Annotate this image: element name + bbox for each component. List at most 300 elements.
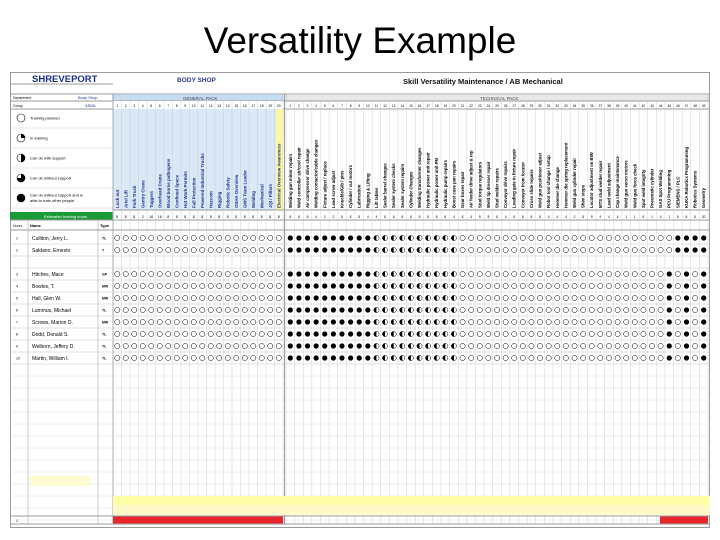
empty-circle-rating <box>546 343 551 348</box>
empty-circle-rating <box>641 343 646 348</box>
full-circle-rating <box>684 271 689 276</box>
pale-yellow-band <box>113 496 710 505</box>
empty-circle-rating <box>563 235 568 240</box>
training-hours-value: 8 <box>582 215 585 219</box>
footer-red-general <box>113 516 283 524</box>
empty-circle-rating <box>512 235 517 240</box>
empty-circle-rating <box>520 319 525 324</box>
empty-circle-rating <box>234 355 239 360</box>
empty-circle-rating <box>692 343 697 348</box>
empty-circle-rating <box>234 247 239 252</box>
empty-circle-rating <box>259 283 264 288</box>
empty-circle-rating <box>503 343 508 348</box>
empty-circle-rating <box>512 355 517 360</box>
training-hours-value: 8 <box>289 215 292 219</box>
full-circle-rating <box>692 235 697 240</box>
empty-circle-rating <box>132 247 137 252</box>
versatility-matrix <box>10 72 710 532</box>
empty-circle-rating <box>598 331 603 336</box>
empty-circle-rating <box>486 283 491 288</box>
full-circle-rating <box>314 235 319 240</box>
technical-skill-header: Sealer system repairs <box>399 163 405 208</box>
empty-circle-rating <box>140 247 145 252</box>
column-number: 2 <box>298 104 300 108</box>
training-hours-value: 8 <box>184 215 187 219</box>
empty-circle-rating <box>486 319 491 324</box>
empty-circle-rating <box>251 283 256 288</box>
full-circle-rating <box>667 343 672 348</box>
empty-circle-rating <box>503 247 508 252</box>
empty-circle-rating <box>563 295 568 300</box>
empty-circle-rating <box>581 295 586 300</box>
empty-circle-rating <box>183 307 188 312</box>
full-circle-rating <box>296 355 301 360</box>
empty-circle-rating <box>123 307 128 312</box>
training-hours-value: 4 <box>599 215 602 219</box>
empty-circle-rating <box>477 271 482 276</box>
training-hours-value: 8 <box>539 215 541 219</box>
empty-circle-rating <box>606 343 611 348</box>
empty-circle-rating <box>598 247 603 252</box>
empty-circle-rating <box>174 307 179 312</box>
empty-circle-rating <box>624 307 629 312</box>
empty-circle-rating <box>174 271 179 276</box>
empty-circle-rating <box>572 343 577 348</box>
full-circle-rating <box>348 307 353 312</box>
empty-circle-rating <box>615 343 620 348</box>
column-number: 9 <box>184 104 187 108</box>
full-circle-rating <box>305 235 310 240</box>
technical-skill-header: Weld controller air/cool repair <box>296 147 302 208</box>
full-circle-rating <box>667 283 672 288</box>
empty-circle-rating <box>649 355 654 360</box>
technical-skill-header: PCU Programming <box>666 169 672 208</box>
empty-circle-rating <box>692 355 697 360</box>
empty-circle-rating <box>140 319 145 324</box>
column-number: 25 <box>495 104 499 108</box>
empty-circle-rating <box>191 247 196 252</box>
slide-title: Versatility Example <box>203 20 517 61</box>
column-number: 8 <box>175 104 178 108</box>
column-number: 20 <box>276 104 281 108</box>
empty-circle-rating <box>520 295 525 300</box>
empty-circle-rating <box>149 307 154 312</box>
full-circle-rating <box>357 307 362 312</box>
column-number: 36 <box>589 104 594 108</box>
full-circle-rating <box>339 343 344 348</box>
column-number: 8 <box>349 104 352 108</box>
technical-skill-header: KUKA Robotics Programming <box>683 147 689 208</box>
empty-circle-rating <box>225 283 230 288</box>
column-number: 11 <box>374 104 379 108</box>
empty-circle-rating <box>624 343 629 348</box>
training-hours-value: 4 <box>315 215 318 219</box>
technical-skill-header: Lubrication <box>356 184 362 208</box>
technical-skill-header: Weld gun positioner adjust <box>537 152 543 208</box>
empty-circle-rating <box>174 235 179 240</box>
empty-circle-rating <box>615 271 620 276</box>
employee-name: Lummus, Michael <box>32 308 72 314</box>
empty-circle-rating <box>563 319 568 324</box>
empty-circle-rating <box>477 355 482 360</box>
column-number: 38 <box>607 104 611 108</box>
empty-circle-rating <box>140 355 145 360</box>
full-circle-rating <box>348 271 353 276</box>
employee-name: Culliton, Jerry L. <box>32 236 69 242</box>
general-skill-header: Tuggers <box>148 191 154 208</box>
empty-circle-rating <box>692 307 697 312</box>
footer-row-number: 1 <box>16 519 18 523</box>
empty-circle-rating <box>692 295 697 300</box>
empty-circle-rating <box>581 343 586 348</box>
empty-circle-rating <box>251 355 256 360</box>
technical-skill-header: Cylinder Changes <box>408 171 414 208</box>
empty-circle-rating <box>225 295 230 300</box>
empty-circle-rating <box>572 283 577 288</box>
empty-circle-rating <box>115 283 120 288</box>
empty-circle-rating <box>494 235 499 240</box>
empty-circle-rating <box>200 235 205 240</box>
training-hours-value: 4 <box>556 215 559 219</box>
empty-circle-rating <box>537 271 542 276</box>
training-hours-value: 8 <box>167 215 170 219</box>
column-number: 32 <box>555 104 560 108</box>
empty-circle-rating <box>537 355 542 360</box>
column-number: 45 <box>667 104 672 108</box>
empty-circle-rating <box>494 331 499 336</box>
legend-label: Can do with support <box>30 155 66 161</box>
empty-circle-rating <box>157 271 162 276</box>
empty-circle-rating <box>132 343 137 348</box>
empty-circle-rating <box>632 295 637 300</box>
empty-circle-rating <box>217 343 222 348</box>
full-circle-rating <box>701 319 706 324</box>
empty-circle-rating <box>589 271 594 276</box>
empty-circle-rating <box>115 319 120 324</box>
full-circle-rating <box>348 295 353 300</box>
legend-label-line2: able to train other people <box>30 198 75 203</box>
empty-circle-rating <box>469 355 474 360</box>
training-hours-value: 8 <box>685 215 688 219</box>
empty-circle-rating <box>477 307 482 312</box>
empty-circle-rating <box>276 331 281 336</box>
full-circle-rating <box>701 235 706 240</box>
full-circle-rating <box>365 235 370 240</box>
empty-circle-rating <box>242 319 247 324</box>
empty-circle-rating <box>546 283 551 288</box>
column-number: 26 <box>503 104 508 108</box>
empty-circle-rating <box>166 283 171 288</box>
empty-circle-rating <box>469 331 474 336</box>
full-circle-rating <box>684 295 689 300</box>
empty-circle-rating <box>486 355 491 360</box>
empty-circle-rating <box>460 319 465 324</box>
column-number: 6 <box>332 104 335 108</box>
empty-circle-rating <box>242 343 247 348</box>
empty-circle-rating <box>512 319 517 324</box>
empty-circle-rating <box>157 283 162 288</box>
empty-circle-rating <box>225 319 230 324</box>
full-circle-rating <box>296 295 301 300</box>
empty-circle-rating <box>268 307 273 312</box>
empty-circle-rating <box>174 319 179 324</box>
empty-circle-rating <box>546 247 551 252</box>
empty-circle-rating <box>555 271 560 276</box>
location-label: SHREVEPORT <box>32 74 98 85</box>
empty-circle-rating <box>624 271 629 276</box>
empty-circle-rating <box>242 271 247 276</box>
empty-circle-rating <box>259 247 264 252</box>
employee-row-number: 8 <box>16 332 18 337</box>
general-skill-header: Welding <box>250 191 256 208</box>
empty-circle-rating <box>166 319 171 324</box>
empty-circle-rating <box>217 247 222 252</box>
column-number: 17 <box>251 104 256 108</box>
empty-circle-rating <box>477 295 482 300</box>
employee-type: MW <box>102 284 109 289</box>
empty-circle-rating <box>546 295 551 300</box>
empty-circle-rating <box>268 283 273 288</box>
empty-circle-rating <box>598 343 603 348</box>
empty-circle-rating <box>589 319 594 324</box>
empty-circle-rating <box>174 331 179 336</box>
empty-circle-rating <box>658 355 663 360</box>
training-hours-value: 8 <box>306 215 309 219</box>
training-hours-value: 8 <box>513 215 516 219</box>
employee-name: Hitches, Mace <box>32 272 64 278</box>
column-number: 14 <box>225 104 230 108</box>
full-circle-rating <box>684 283 689 288</box>
empty-circle-rating <box>132 355 137 360</box>
column-number: 17 <box>426 104 430 108</box>
empty-circle-rating <box>486 235 491 240</box>
training-hours-value: 8 <box>116 215 119 219</box>
column-number: 42 <box>641 104 646 108</box>
column-number: 22 <box>469 104 473 108</box>
full-circle-rating <box>357 319 362 324</box>
empty-circle-rating <box>242 235 247 240</box>
empty-circle-rating <box>667 247 672 252</box>
column-number: 41 <box>633 104 637 108</box>
column-number: 37 <box>598 104 603 108</box>
empty-circle-rating <box>174 283 179 288</box>
empty-circle-rating <box>624 247 629 252</box>
empty-circle-rating <box>520 331 525 336</box>
training-hours-value: 1 <box>668 215 671 219</box>
empty-circle-rating <box>555 247 560 252</box>
empty-circle-rating <box>581 331 586 336</box>
training-hours-value: 8 <box>252 215 255 219</box>
row-number-header: Hours <box>13 224 23 228</box>
empty-circle-rating <box>641 271 646 276</box>
full-circle-rating <box>331 307 336 312</box>
column-number: 18 <box>259 104 264 108</box>
empty-circle-rating <box>572 331 577 336</box>
general-skill-header: GMS Team Leader <box>242 170 248 208</box>
full-circle-rating <box>331 247 336 252</box>
empty-circle-rating <box>234 235 239 240</box>
full-circle-rating <box>701 331 706 336</box>
general-skill-header: Robotic Safety <box>225 177 231 208</box>
full-circle-rating <box>701 283 706 288</box>
general-skill-header: Fork Truck <box>131 185 137 208</box>
empty-circle-rating <box>251 331 256 336</box>
empty-circle-rating <box>589 331 594 336</box>
technical-skill-header: Weld gun cylinder repair <box>572 157 578 208</box>
empty-circle-rating <box>242 307 247 312</box>
employee-type: GP <box>102 272 108 277</box>
empty-circle-rating <box>157 307 162 312</box>
full-circle-rating <box>357 283 362 288</box>
empty-circle-rating <box>208 343 213 348</box>
empty-circle-rating <box>268 355 273 360</box>
training-hours-value: 8 <box>243 215 246 219</box>
empty-circle-rating <box>598 271 603 276</box>
empty-circle-rating <box>115 295 120 300</box>
empty-circle-rating <box>183 319 188 324</box>
empty-circle-rating <box>546 355 551 360</box>
training-hours-value: 8 <box>392 215 395 219</box>
full-circle-rating <box>314 355 319 360</box>
empty-circle-rating <box>217 283 222 288</box>
technical-skill-header: MTS stud welder repair <box>597 160 603 208</box>
empty-circle-rating <box>632 355 637 360</box>
empty-circle-rating <box>268 247 273 252</box>
empty-circle-rating <box>572 247 577 252</box>
empty-circle-rating <box>276 271 281 276</box>
full-circle-rating <box>296 283 301 288</box>
empty-circle-rating <box>268 331 273 336</box>
training-hours-label: Estimated training hours <box>44 214 88 219</box>
empty-circle-rating <box>183 271 188 276</box>
full-circle-rating <box>348 247 353 252</box>
training-hours-value: 8 <box>401 215 404 219</box>
empty-circle-rating <box>200 319 205 324</box>
general-skill-header: Fall Protection <box>191 177 197 208</box>
empty-circle-rating <box>132 235 137 240</box>
training-hours-value: 8 <box>235 215 238 219</box>
full-circle-rating <box>288 247 293 252</box>
technical-skill-header: Stud welder repairs <box>494 168 500 208</box>
training-hours-value: 8 <box>277 215 280 219</box>
full-circle-rating <box>667 307 672 312</box>
empty-circle-rating <box>641 331 646 336</box>
empty-circle-rating <box>208 283 213 288</box>
empty-circle-rating <box>589 307 594 312</box>
empty-circle-rating <box>529 343 534 348</box>
empty-circle-rating <box>641 319 646 324</box>
empty-circle-rating <box>520 343 525 348</box>
technical-skill-header: Fixture adjust / replace <box>322 161 328 208</box>
empty-circle-rating <box>546 319 551 324</box>
training-hours-value: 8 <box>496 215 498 219</box>
training-hours-value: 4 <box>608 215 610 219</box>
column-number: 20 <box>452 104 456 108</box>
training-hours-value: 8 <box>358 215 361 219</box>
full-circle-rating <box>339 283 344 288</box>
full-circle-rating <box>675 247 680 252</box>
training-hours-value: 16 <box>149 215 154 219</box>
full-circle-rating <box>288 307 293 312</box>
empty-circle-rating <box>191 295 196 300</box>
empty-circle-rating <box>469 235 474 240</box>
empty-circle-rating <box>208 295 213 300</box>
empty-circle-rating <box>217 331 222 336</box>
empty-circle-rating <box>537 319 542 324</box>
full-circle-rating <box>339 331 344 336</box>
empty-circle-rating <box>606 331 611 336</box>
empty-circle-rating <box>460 283 465 288</box>
empty-circle-rating <box>276 247 281 252</box>
empty-circle-rating <box>529 331 534 336</box>
empty-circle-rating <box>191 343 196 348</box>
empty-circle-rating <box>234 283 239 288</box>
employee-type: TL <box>102 308 107 313</box>
full-circle-rating <box>365 271 370 276</box>
empty-circle-rating <box>217 307 222 312</box>
empty-circle-rating <box>276 319 281 324</box>
department-label: Department <box>13 96 32 100</box>
empty-circle-rating <box>234 307 239 312</box>
full-circle-rating <box>305 247 310 252</box>
full-circle-rating <box>701 247 706 252</box>
legend-label-line1: Can do without support and is <box>30 192 83 198</box>
general-skill-header: Gantry Crane <box>140 180 146 208</box>
general-skill-header: Overhead Crane <box>157 174 163 208</box>
employee-row-number: 5 <box>16 296 18 301</box>
empty-circle-rating <box>486 307 491 312</box>
column-number: 7 <box>341 104 343 108</box>
empty-circle-rating <box>166 307 171 312</box>
empty-circle-rating <box>563 247 568 252</box>
empty-circle-rating <box>598 295 603 300</box>
full-circle-rating <box>365 343 370 348</box>
empty-circle-rating <box>268 235 273 240</box>
full-circle-rating <box>667 295 672 300</box>
technical-skill-header: Hydraulic power unit repair <box>425 152 431 208</box>
technical-skill-header: Hemmer die change <box>554 167 560 208</box>
empty-circle-rating <box>494 319 499 324</box>
technical-skill-header: Conveyor drive repairs <box>503 161 509 208</box>
training-hours-value: 8 <box>349 215 352 219</box>
column-number: 16 <box>417 104 422 108</box>
empty-circle-rating <box>140 295 145 300</box>
empty-circle-rating <box>115 235 120 240</box>
full-circle-rating <box>288 319 293 324</box>
full-circle-rating <box>322 283 327 288</box>
general-skill-header: Confined Space <box>174 174 180 208</box>
column-number: 43 <box>650 104 654 108</box>
empty-circle-rating <box>520 355 525 360</box>
empty-circle-rating <box>675 355 680 360</box>
empty-circle-rating <box>123 331 128 336</box>
empty-circle-rating <box>606 247 611 252</box>
empty-circle-rating <box>581 271 586 276</box>
empty-circle-rating <box>624 355 629 360</box>
column-number: 4 <box>141 104 144 108</box>
empty-circle-rating <box>512 307 517 312</box>
empty-circle-rating <box>234 319 239 324</box>
empty-circle-rating <box>157 331 162 336</box>
empty-circle-rating <box>242 283 247 288</box>
empty-circle-rating <box>615 247 620 252</box>
empty-circle-rating <box>149 235 154 240</box>
empty-circle-rating <box>632 331 637 336</box>
full-circle-rating <box>348 319 353 324</box>
empty-circle-rating <box>632 283 637 288</box>
empty-circle-rating <box>217 271 222 276</box>
full-circle-rating <box>701 355 706 360</box>
